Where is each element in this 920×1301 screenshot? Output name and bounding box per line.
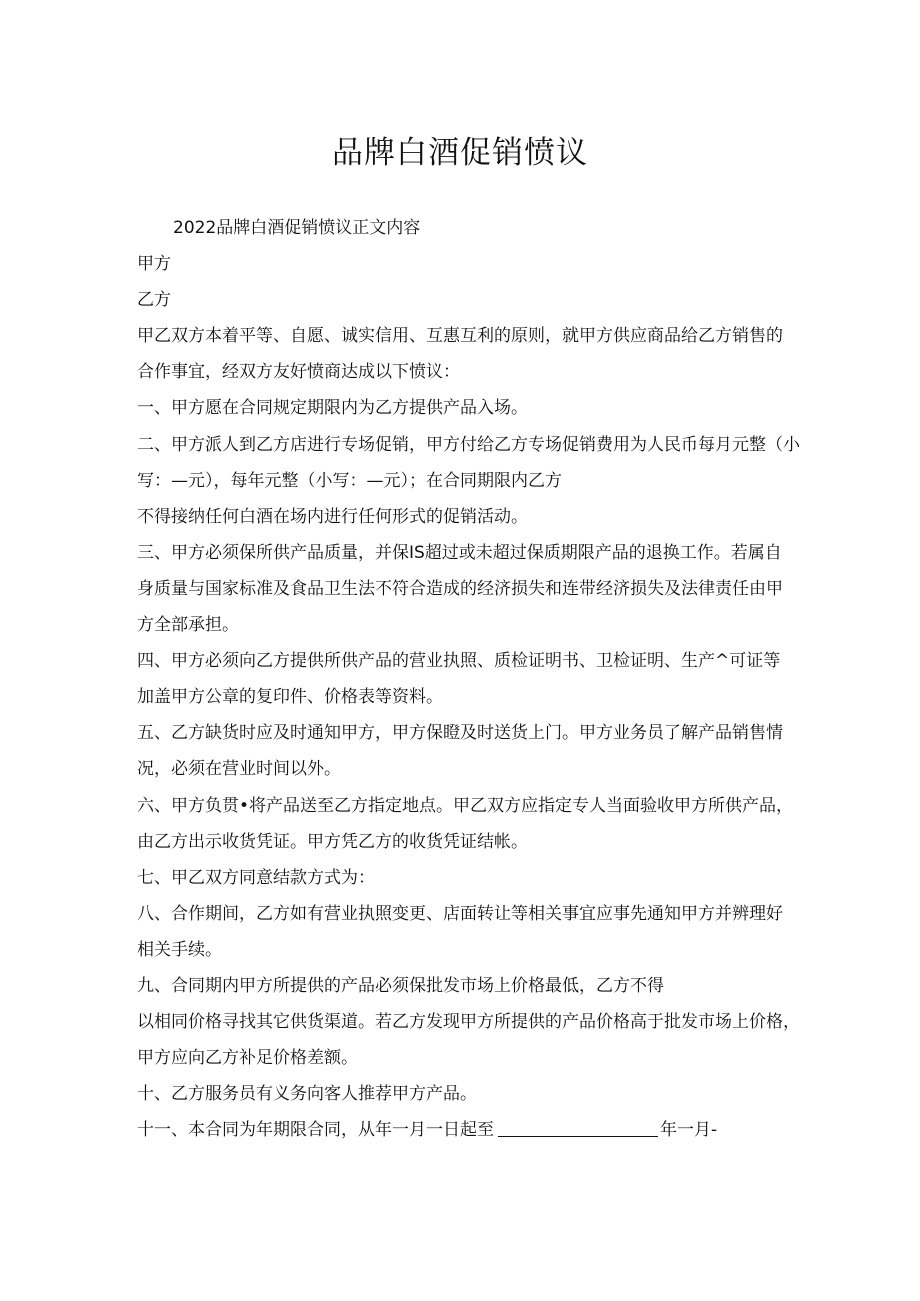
text-line: 由乙方出示收货凭证。甲方凭乙方的收货凭证结帐。 (137, 831, 528, 852)
text-line: 相关手续。 (137, 939, 222, 960)
clause-6: 六、甲方负贯•将产品送至乙方指定地点。甲乙双方应指定专人当面验收甲方所供产品， (137, 795, 794, 816)
text-line: 加盖甲方公章的复印件、价格表等资料。 (137, 687, 443, 708)
document-subtitle: 2022品牌白酒促销愤议正文内容 (173, 218, 421, 238)
clause-5: 五、乙方缺货时应及时通知甲方，甲方保瞪及时送货上门。甲方业务员了解产品销售情 (137, 723, 783, 744)
text-line: 以相同价格寻找其它供货渠道。若乙方发现甲方所提供的产品价格高于批发市场上价格， (137, 1012, 800, 1033)
clause-11 (137, 1112, 787, 1148)
clause-11-start: 十一、本合同为年期限合同，从年一月一日起至 (137, 1120, 494, 1141)
clause-8: 八、合作期间，乙方如有营业执照变更、店面转让等相关事宜应事先通知甲方并辨理好 (137, 903, 783, 924)
party-b-label: 乙方 (137, 290, 171, 311)
text-line: 合作事宜，经双方友好愤商达成以下愤议： (137, 362, 460, 383)
text-line: 况，必须在营业时间以外。 (137, 759, 341, 780)
clause-4: 四、甲方必须向乙方提供所供产品的营业执照、质检证明书、卫检证明、生产^可证等 (137, 651, 781, 672)
blank-fill-line (498, 1118, 658, 1137)
clause-3: 三、甲方必须保所供产品质量，并保IS超过或未超过保质期限产品的退换工作。若属自 (137, 542, 782, 563)
text-line: 写：—元），每年元整（小写：—元）；在合同期限内乙方 (137, 470, 562, 491)
clause-9: 九、合同期内甲方所提供的产品必须保批发市场上价格最低，乙方不得 (137, 975, 664, 996)
document-body (137, 210, 800, 1148)
clause-1: 一、甲方愿在合同规定期限内为乙方提供产品入场。 (137, 398, 528, 419)
clause-10: 十、乙方服务员有义务向客人推荐甲方产品。 (137, 1084, 477, 1105)
clause-2: 二、甲方派人到乙方店进行专场促销，甲方付给乙方专场促销费用为人民币每月元整（小 (137, 434, 800, 455)
clause-11-end: 年一月- (660, 1120, 718, 1141)
text-line: 不得接纳任何白酒在场内进行任何形式的促销活动。 (137, 506, 528, 527)
party-a-label: 甲方 (137, 254, 171, 275)
clause-7: 七、甲乙双方同意结款方式为： (137, 867, 375, 888)
text-line: 身质量与国家标准及食品卫生法不符合造成的经济损失和连带经济损失及法律责任由甲 (137, 578, 783, 599)
document-title: 品牌白酒促销愤议 (332, 135, 588, 171)
text-line: 方全部承担。 (137, 615, 239, 636)
text-line: 甲乙双方本着平等、自愿、诚实信用、互惠互利的原则，就甲方供应商品给乙方销售的 (137, 326, 783, 347)
text-line: 甲方应向乙方补足价格差额。 (137, 1048, 358, 1069)
